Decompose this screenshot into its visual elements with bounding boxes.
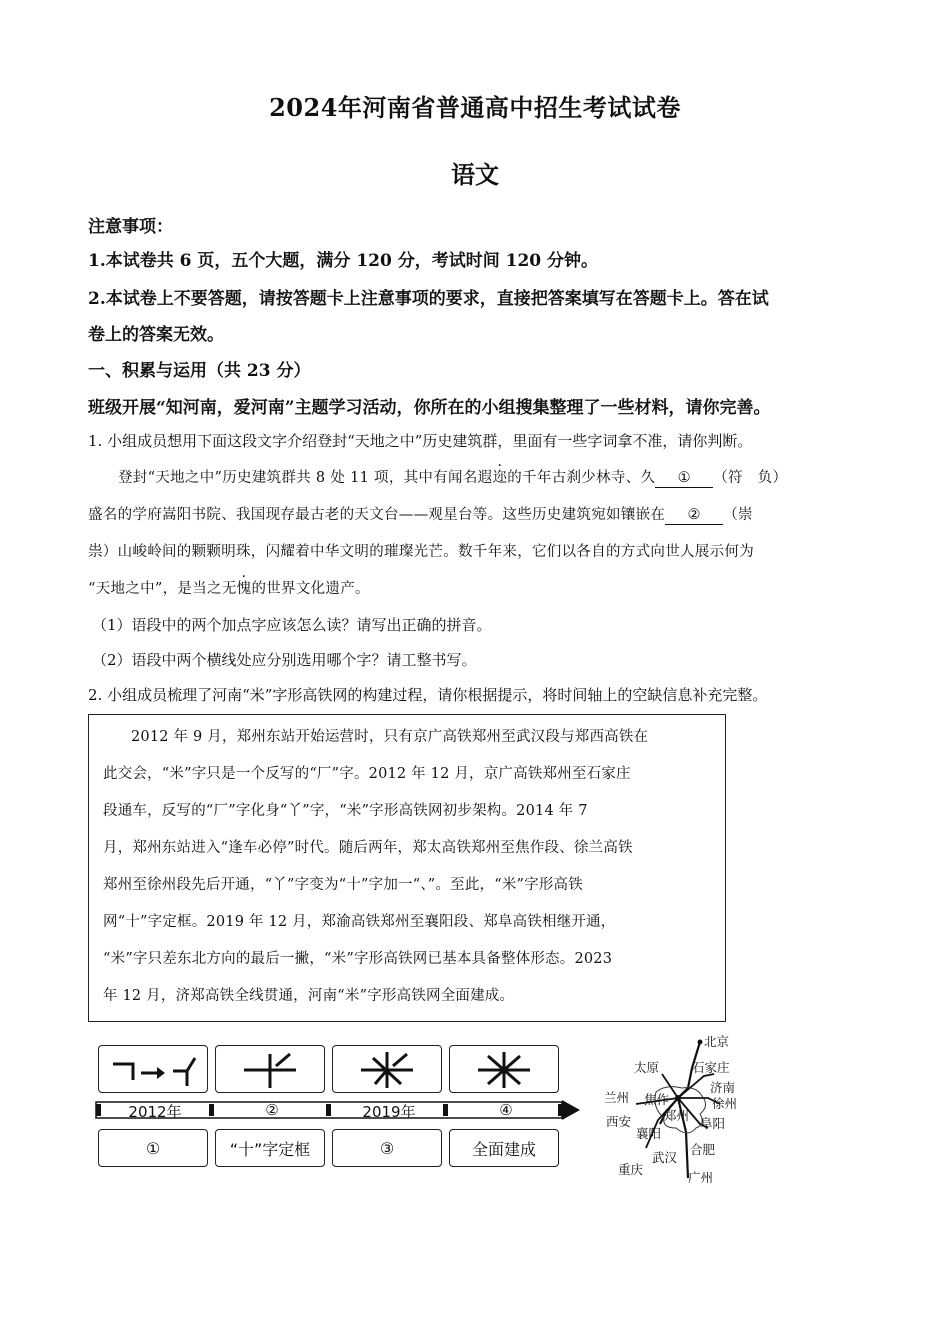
map-city: 北京 [704, 1034, 730, 1049]
glyph-box-1 [98, 1045, 208, 1093]
timeline-bottom-box-2: “十”字定框 [215, 1129, 325, 1167]
notice-item-1: 1.本试卷共 6 页，五个大题，满分 120 分，考试时间 120 分钟。 [88, 251, 599, 271]
map-city: 焦作 [644, 1092, 670, 1107]
notice-heading: 注意事项： [88, 217, 173, 237]
dotted-char-2: 愧 [236, 581, 252, 597]
passage-text: 的千年古刹少林寺、久 [507, 470, 656, 486]
glyph-reverse-chang-to-ya-icon [99, 1046, 207, 1092]
passage-line-2 [88, 503, 753, 525]
glyph-almost-mi-icon [333, 1046, 441, 1092]
timeline-bottom-box-1: ① [98, 1129, 208, 1167]
blank-1: ① [655, 471, 713, 488]
subject-title: 语文 [451, 160, 499, 189]
section-intro: 班级开展“知河南，爱河南”主题学习活动，你所在的小组搜集整理了一些材料，请你完善。 [88, 398, 771, 418]
passage-text: 登封“天地之中”历史建筑群共 8 处 11 项，其中有闻名遐 [118, 470, 493, 486]
dotted-char-1: 迩 [492, 470, 508, 486]
section-heading: 一、积累与运用（共 23 分） [88, 361, 311, 381]
map-city: 襄阳 [636, 1126, 662, 1141]
box-line: 此交会，“米”字只是一个反写的“厂”字。2012 年 12 月，京广高铁郑州至石家庄 [103, 766, 631, 782]
box-line: 2012 年 9 月，郑州东站开始运营时，只有京广高铁郑州至武汉段与郑西高铁在 [131, 729, 649, 745]
blank-2: ② [665, 508, 723, 525]
timeline-bottom-box-3: ③ [332, 1129, 442, 1167]
glyph-box-2 [215, 1045, 325, 1093]
passage-line-1 [118, 466, 787, 488]
question-1-stem: 1. 小组成员想用下面这段文字介绍登封“天地之中”历史建筑群，里面有一些字词拿不准，请你判断。 [88, 432, 753, 450]
glyph-mi-icon [450, 1046, 558, 1092]
question-1-sub-1: （1）语段中的两个加点字应该怎么读？请写出正确的拼音。 [92, 616, 492, 634]
timeline [95, 1042, 585, 1172]
map-city: 合肥 [690, 1142, 716, 1157]
passage-line-3: 祟）山峻岭间的颗颗明珠，闪耀着中华文明的璀璨光芒。数千年来，它们以各自的方式向世人展示何为 [88, 544, 754, 560]
passage-line-4 [88, 577, 370, 598]
box-line: 网“十”字定框。2019 年 12 月，郑渝高铁郑州至襄阳段、郑阜高铁相继开通， [103, 914, 616, 930]
box-line: 月，郑州东站进入“逢车必停”时代。随后两年，郑太高铁郑州至焦作段、徐兰高铁 [103, 840, 633, 856]
map-city: 阜阳 [700, 1116, 726, 1131]
timeline-top-label-2: ② [265, 1101, 279, 1119]
glyph-box-4 [449, 1045, 559, 1093]
timeline-top-label-1: 2012年 [128, 1103, 182, 1121]
map-city: 武汉 [652, 1150, 678, 1165]
question-2-stem: 2. 小组成员梳理了河南“米”字形高铁网的构建过程，请你根据提示，将时间轴上的空缺信息补充完整。 [88, 686, 768, 704]
notice-item-2-cont: 卷上的答案无效。 [88, 325, 224, 345]
question-1-sub-2: （2）语段中两个横线处应分别选用哪个字？请工整书写。 [92, 651, 477, 669]
glyph-cross-icon [216, 1046, 324, 1092]
box-line: 段通车，反写的“厂”字化身“丫”字，“米”字形高铁网初步架构。2014 年 7 [103, 803, 588, 819]
rail-map [596, 1028, 756, 1188]
timeline-top-label-3: 2019年 [362, 1103, 416, 1121]
map-city: 郑州 [664, 1108, 690, 1123]
passage-text: “天地之中”，是当之无 [88, 581, 237, 597]
passage-text: 盛名的学府嵩阳书院、我国现存最古老的天文台——观星台等。这些历史建筑宛如镶嵌在 [88, 507, 666, 523]
map-city: 兰州 [604, 1090, 630, 1105]
map-city: 太原 [634, 1060, 660, 1075]
box-line: 郑州至徐州段先后开通，“丫”字变为“十”字加一“、”。至此，“米”字形高铁 [103, 877, 583, 893]
map-city: 广州 [688, 1170, 714, 1185]
passage-box [88, 714, 726, 1022]
timeline-bottom-box-4: 全面建成 [449, 1129, 559, 1167]
passage-text: （符 负） [713, 470, 788, 486]
passage-text: （崇 [723, 507, 753, 523]
timeline-top-label-4: ④ [499, 1101, 513, 1119]
passage-text: 的世界文化遗产。 [251, 581, 370, 597]
map-city: 济南 [710, 1080, 736, 1095]
page-title: 2024年河南省普通高中招生考试试卷 [269, 93, 681, 122]
notice-item-2: 2.本试卷上不要答题，请按答题卡上注意事项的要求，直接把答案填写在答题卡上。答在试 [88, 289, 769, 309]
map-city: 石家庄 [692, 1060, 730, 1075]
map-city: 徐州 [712, 1096, 738, 1111]
map-city: 西安 [606, 1114, 632, 1129]
box-line: 年 12 月，济郑高铁全线贯通，河南“米”字形高铁网全面建成。 [103, 988, 515, 1004]
glyph-box-3 [332, 1045, 442, 1093]
box-line: “米”字只差东北方向的最后一撇，“米”字形高铁网已基本具备整体形态。2023 [103, 951, 613, 967]
map-city: 重庆 [618, 1162, 644, 1177]
